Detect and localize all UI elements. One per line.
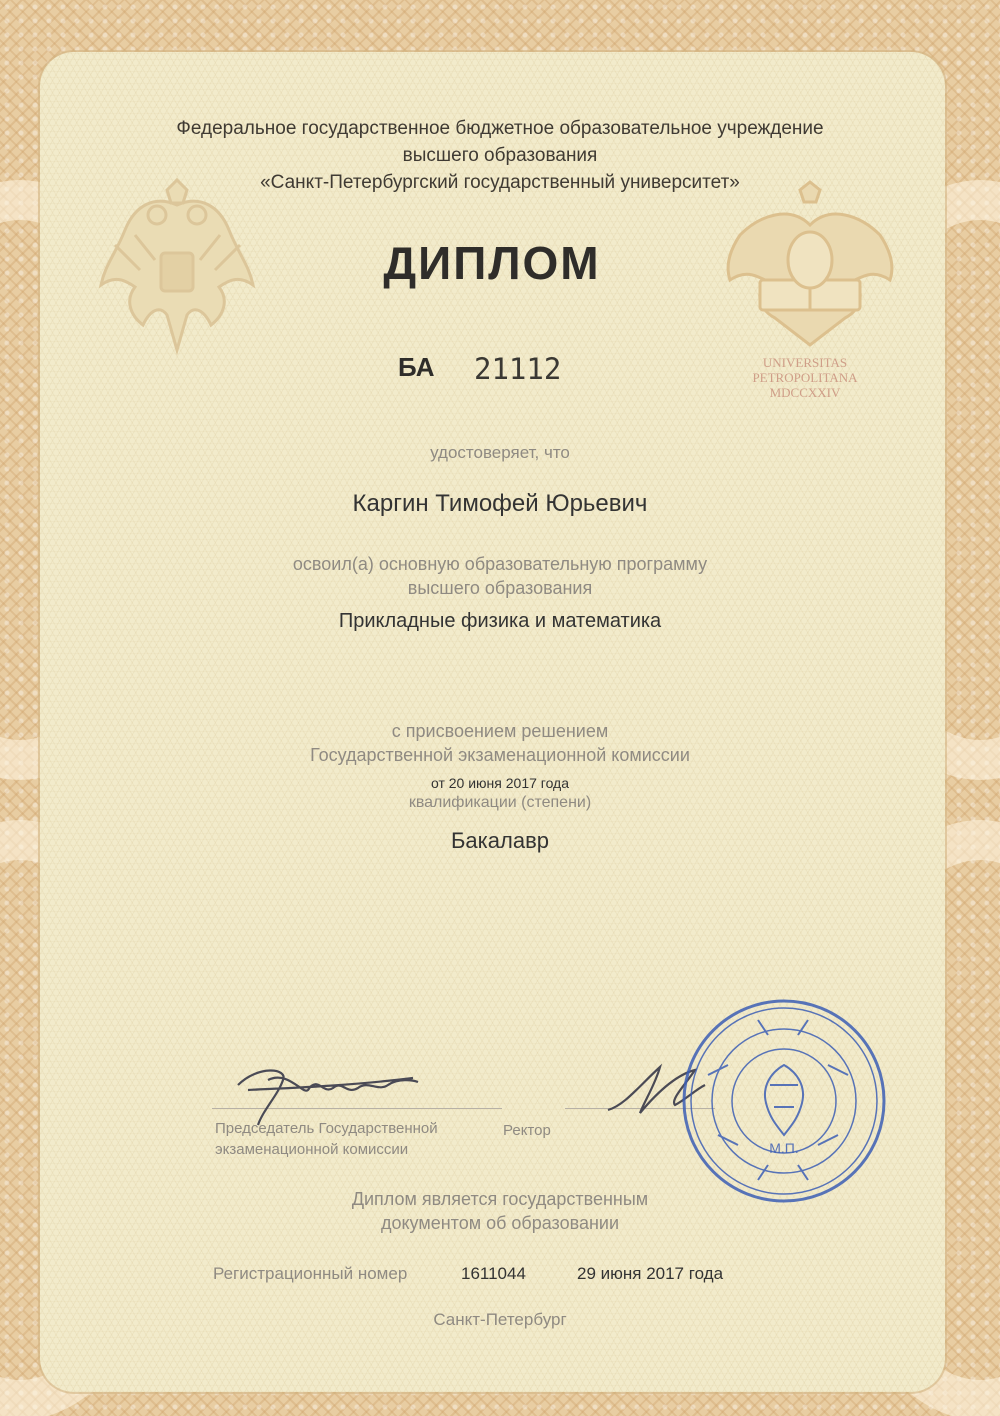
awarded-line-1: с присвоением решением [391,721,609,741]
issue-city: Санкт-Петербург [433,1310,567,1329]
rector-label: Ректор [503,1122,551,1139]
qualification-label: квалификации (степени) [408,794,592,811]
document-title: ДИПЛОМ [383,237,601,289]
state-doc-line-1: Диплом является государственным [351,1189,649,1209]
motto-line-2: PETROPOLITANA [752,370,858,385]
motto-line-1: UNIVERSITAS [762,355,848,370]
decision-date: от 20 июня 2017 года [430,775,570,791]
certifies-label: удостоверяет, что [430,443,570,462]
program-name: Прикладные физика и математика [338,610,662,632]
diploma-series: БА [398,352,435,382]
stamp-initials: М.П. [769,1140,799,1156]
issuer-line-3: «Санкт-Петербургский государственный университет» [260,172,740,193]
chair-label [215,1118,438,1160]
chair-label-line-1: Председатель Государственной [215,1120,438,1137]
motto-line-3: MDCCXXIV [769,385,841,400]
graduate-name: Каргин Тимофей Юрьевич [352,490,648,517]
university-motto [715,355,895,400]
official-seal-stamp-icon [678,995,890,1207]
registration-label: Регистрационный номер [213,1264,408,1283]
chair-label-line-2: экзаменационной комиссии [215,1141,409,1158]
qualification-value: Бакалавр [450,828,549,853]
diploma-number: 21112 [474,352,562,386]
issuer-line-1: Федеральное государственное бюджетное образовательное учреждение [176,118,824,139]
mastered-line-1: освоил(а) основную образовательную программу [292,554,708,574]
issuer-line-2: высшего образования [402,145,598,166]
mastered-line-2: высшего образования [407,578,593,598]
state-doc-line-2: документом об образовании [380,1213,620,1233]
awarded-line-2: Государственной экзаменационной комиссии [310,745,690,765]
registration-number: 1611044 [461,1264,526,1283]
registration-date: 29 июня 2017 года [577,1264,724,1283]
